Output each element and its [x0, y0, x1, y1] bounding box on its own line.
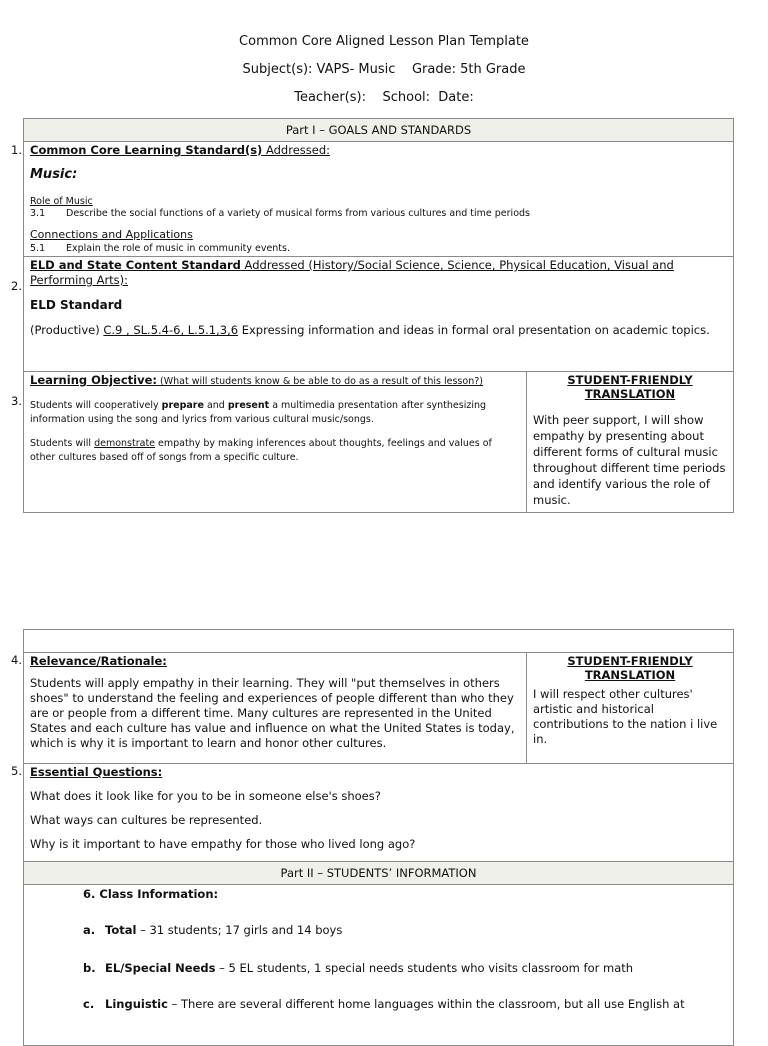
essential-question-3: Why is it important to have empathy for those who lived long ago?	[30, 837, 416, 851]
goals-standards-table	[23, 118, 734, 513]
role-standard: 3.1 Describe the social functions of a variety of musical forms from various cultures and time periods	[30, 208, 530, 219]
objective-student-friendly	[527, 372, 734, 513]
essential-questions-title: Essential Questions:	[30, 765, 163, 779]
section-essential-questions	[24, 764, 734, 862]
section-learning-objective	[24, 372, 527, 513]
standards-title: Common Core Learning Standard(s)	[30, 143, 263, 157]
relevance-title: Relevance/Rationale:	[30, 654, 167, 668]
sf2-title-line-2: TRANSLATION	[584, 668, 676, 682]
item-number-2: 2.	[11, 279, 22, 293]
item-number-4: 4.	[11, 653, 22, 667]
essential-question-2: What ways can cultures be represented.	[30, 813, 263, 827]
document-title: Common Core Aligned Lesson Plan Template	[239, 34, 529, 49]
essential-question-1: What does it look like for you to be in someone else's shoes?	[30, 789, 381, 803]
relevance-text: Students will apply empathy in their learning. They will "put themselves in others shoes" to understand the feeling and experiences of people different than who they are or people from a different time. Many cultures are represented in the United States and each culture has value and influence on what the United States is today, which is why it is important to learn and honor other cultures.	[30, 676, 515, 750]
section-relevance	[24, 653, 527, 764]
blank-band	[24, 630, 734, 653]
rationale-info-table	[23, 629, 734, 1046]
connections-standard: 5.1 Explain the role of music in community events.	[30, 243, 291, 254]
class-info-el-special-needs: b. EL/Special Needs – 5 EL students, 1 special needs students who visits classroom for math	[83, 961, 634, 975]
part1-band: Part I – GOALS AND STANDARDS	[24, 119, 734, 142]
eld-title-suffix: Addressed (History/Social Science, Science, Physical Education, Visual and Performing Arts):	[30, 258, 674, 287]
sf-translation-text: With peer support, I will show empathy by presenting about different forms of cultural music throughout different time periods and identify various the role of music.	[533, 413, 726, 507]
item-number-1: 1.	[11, 143, 22, 157]
sf2-title-line-1: STUDENT-FRIENDLY	[567, 654, 693, 668]
sf2-translation-text: I will respect other cultures' artistic and historical contributions to the nation i live in.	[533, 687, 718, 746]
part2-band: Part II – STUDENTS’ INFORMATION	[24, 862, 734, 885]
eld-standard-heading: ELD Standard	[30, 298, 123, 312]
role-heading: Role of Music	[30, 196, 93, 207]
class-info-total: a. Total – 31 students; 17 girls and 14 boys	[83, 923, 343, 937]
class-info-heading: 6. Class Information:	[83, 887, 219, 901]
section-standards	[24, 142, 734, 257]
item-number-5: 5.	[11, 764, 22, 778]
objective-paragraph-2: Students will demonstrate empathy by making inferences about thoughts, feelings and values of other cultures based off of songs from a specific culture.	[30, 438, 492, 463]
subject-grade-line: Subject(s): VAPS- Music Grade: 5th Grade	[242, 62, 526, 77]
music-heading: Music:	[30, 167, 78, 182]
relevance-student-friendly	[527, 653, 734, 764]
sf-title-line-1: STUDENT-FRIENDLY	[567, 373, 693, 387]
objective-title: Learning Objective:	[30, 373, 158, 387]
class-info-linguistic: c. Linguistic – There are several different home languages within the classroom, but all use English at	[83, 997, 685, 1011]
teacher-school-date-line: Teacher(s): School: Date:	[294, 90, 474, 105]
standards-title-suffix: Addressed:	[262, 143, 331, 157]
section-eld	[24, 257, 734, 372]
objective-title-suffix: (What will students know & be able to do as a result of this lesson?)	[157, 376, 483, 387]
eld-standard-text: (Productive) C.9 , SL.5.4-6, L.5.1,3,6 Expressing information and ideas in formal oral presentation on academic topics.	[30, 323, 710, 337]
eld-title: ELD and State Content Standard	[30, 258, 241, 272]
connections-heading: Connections and Applications	[30, 228, 193, 241]
sf-title-line-2: TRANSLATION	[584, 387, 676, 401]
objective-paragraph-1: Students will cooperatively prepare and present a multimedia presentation after synthesizing information using the song and lyrics from various cultural music/songs.	[30, 400, 487, 425]
item-number-3: 3.	[11, 394, 22, 408]
